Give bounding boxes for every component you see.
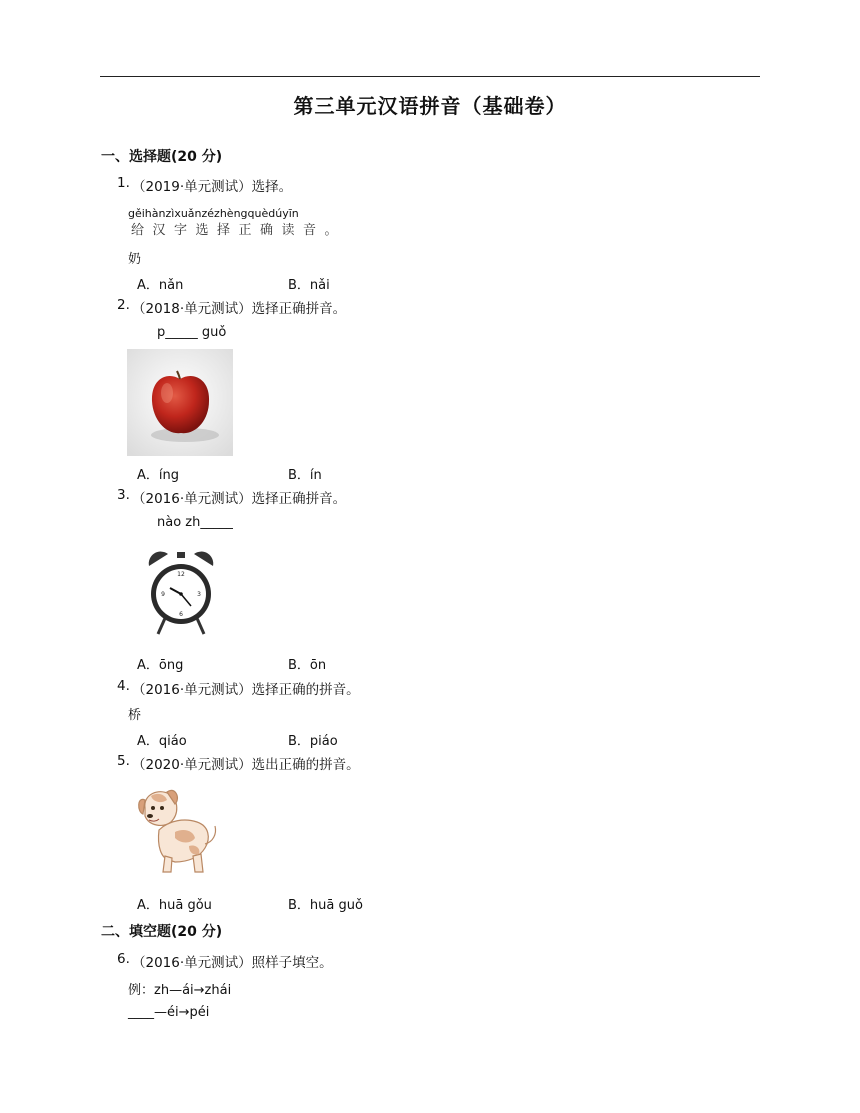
q2-prompt: p_____ guǒ [157,325,227,340]
svg-text:6: 6 [179,611,183,618]
q6-example: 例：zh—ái→zhái [128,983,232,998]
q5-number: 5. [117,753,130,769]
q6-blank-line[interactable]: ____—éi→péi [128,1005,210,1020]
header-rule [100,76,760,77]
q3-option-a[interactable]: A．ōng [137,658,184,673]
q1-hanzi-line: 给汉字选择正确读音。 [131,223,347,238]
q2-option-a[interactable]: A．íng [137,468,179,483]
q3-prompt: nào zh_____ [157,515,233,530]
q1-stem: （2019·单元测试）选择。 [132,179,293,195]
q2-option-b[interactable]: B．ín [288,468,322,483]
q1-character: 奶 [128,252,142,267]
q6-number: 6. [117,951,130,967]
q5-stem: （2020·单元测试）选出正确的拼音。 [132,757,360,773]
q1-option-a[interactable]: A．nǎn [137,278,184,293]
q2-stem: （2018·单元测试）选择正确拼音。 [132,301,347,317]
q5-option-a[interactable]: A．huā gǒu [137,898,212,913]
alarm-clock-image [146,546,216,638]
dog-image [135,786,221,878]
q6-stem: （2016·单元测试）照样子填空。 [132,955,333,971]
q4-character: 桥 [128,708,142,723]
q3-number: 3. [117,487,130,503]
q3-stem: （2016·单元测试）选择正确拼音。 [132,491,347,507]
svg-text:12: 12 [177,571,185,578]
q4-option-a[interactable]: A．qiáo [137,734,187,749]
q4-option-b[interactable]: B．piáo [288,734,338,749]
svg-text:9: 9 [161,591,165,598]
q3-option-b[interactable]: B．ōn [288,658,327,673]
q4-stem: （2016·单元测试）选择正确的拼音。 [132,682,360,698]
q5-option-b[interactable]: B．huā guǒ [288,898,363,913]
section-heading-fill: 二、填空题(20 分) [101,924,223,940]
q4-number: 4. [117,678,130,694]
q1-pinyin-line: gěihànzìxuǎnzézhèngquèdúyīn [128,207,299,220]
page-title: 第三单元汉语拼音（基础卷） [293,94,567,118]
q1-option-b[interactable]: B．nǎi [288,278,330,293]
q1-number: 1. [117,175,130,191]
svg-text:3: 3 [197,591,201,598]
q2-number: 2. [117,297,130,313]
section-heading-choice: 一、选择题(20 分) [101,149,223,165]
apple-image [127,349,233,456]
